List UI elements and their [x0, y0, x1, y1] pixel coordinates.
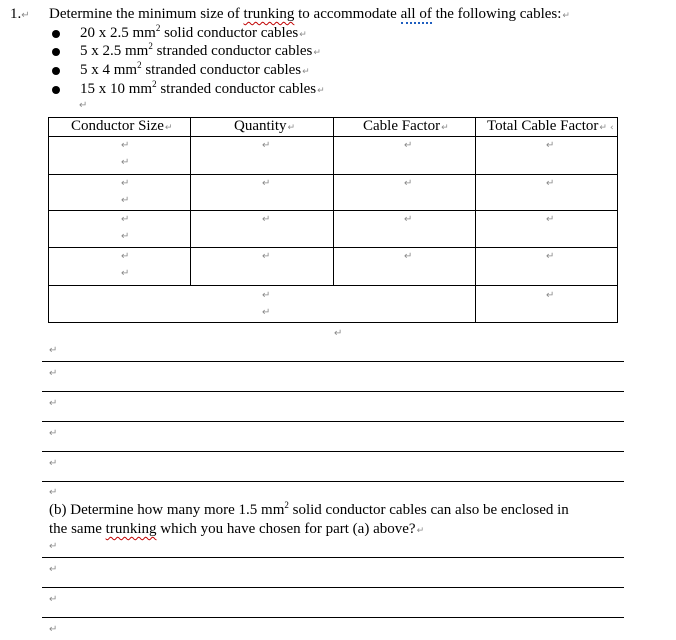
answer-line[interactable]: [42, 391, 624, 392]
paragraph-mark: ↵: [49, 624, 58, 635]
column-header-cable-factor: Cable Factor↵: [363, 118, 449, 134]
table-cell-mark: ↵: [262, 290, 271, 301]
table-cell-mark: ↵: [404, 251, 413, 262]
table-cell-mark: ↵: [121, 157, 130, 168]
table-cell-mark: ↵: [546, 251, 555, 262]
table-cell-mark: ↵: [546, 290, 555, 301]
part-b-question-continued: the same trunking which you have chosen for part (a) above?↵: [49, 521, 425, 537]
table-cell-mark: ↵: [546, 140, 555, 151]
answer-line[interactable]: [42, 481, 624, 482]
table-cell-mark: ↵: [546, 214, 555, 225]
answer-line[interactable]: [42, 587, 624, 588]
bullet-icon: [52, 86, 60, 94]
table-cell-mark: ↵: [121, 140, 130, 151]
column-header-total-cable-factor: Total Cable Factor↵ ‹: [487, 118, 614, 134]
table-cell-mark: ↵: [121, 268, 130, 279]
paragraph-mark: ↵: [49, 458, 58, 469]
table-cell-mark: ↵: [262, 251, 271, 262]
paragraph-mark: ↵: [49, 345, 58, 356]
answer-line[interactable]: [42, 421, 624, 422]
paragraph-mark: ↵: [334, 328, 343, 339]
table-cell-mark: ↵: [121, 178, 130, 189]
table-cell-mark: ↵: [404, 214, 413, 225]
table-cell-mark: ↵: [262, 307, 271, 318]
bullet-icon: [52, 30, 60, 38]
spell-check-trunking: trunking: [243, 6, 295, 22]
paragraph-mark: ↵: [49, 594, 58, 605]
bullet-icon: [52, 67, 60, 75]
paragraph-mark: ↵: [49, 368, 58, 379]
part-b-question: (b) Determine how many more 1.5 $mm^2$ solid conductor cables can also be enclosed in: [49, 500, 569, 518]
table-cell-mark: ↵: [404, 178, 413, 189]
paragraph-mark: ↵: [79, 100, 88, 111]
answer-line[interactable]: [42, 451, 624, 452]
paragraph-mark: ↵: [49, 564, 58, 575]
cable-list-item: 15 x 10 $mm^2$ stranded conductor cables↵: [80, 79, 325, 97]
answer-line[interactable]: [42, 361, 624, 362]
table-cell-mark: ↵: [121, 231, 130, 242]
question-number: 1.↵: [10, 6, 30, 22]
paragraph-mark: ↵: [49, 398, 58, 409]
cable-list-item: 5 x 4 $mm^2$ stranded conductor cables↵: [80, 60, 310, 78]
question-stem: Determine the minimum size of trunking to accommodate all of the following cables:↵: [49, 6, 570, 22]
column-header-quantity: Quantity↵: [234, 118, 296, 134]
table-cell-mark: ↵: [121, 195, 130, 206]
table-cell-mark: ↵: [546, 178, 555, 189]
paragraph-mark: ↵: [49, 428, 58, 439]
bullet-icon: [52, 48, 60, 56]
table-cell-mark: ↵: [121, 214, 130, 225]
answer-line[interactable]: [42, 617, 624, 618]
paragraph-mark: ↵: [49, 487, 58, 498]
cable-list-item: 20 x 2.5 $mm^2$ solid conductor cables↵: [80, 23, 307, 41]
table-cell-mark: ↵: [262, 214, 271, 225]
table-cell-mark: ↵: [404, 140, 413, 151]
table-cell-mark: ↵: [262, 178, 271, 189]
table-cell-mark: ↵: [262, 140, 271, 151]
grammar-check-all-of: all of: [400, 6, 432, 22]
answer-line[interactable]: [42, 557, 624, 558]
cable-list-item: 5 x 2.5 $mm^2$ stranded conductor cables↵: [80, 41, 321, 59]
paragraph-mark: ↵: [49, 541, 58, 552]
table-cell-mark: ↵: [121, 251, 130, 262]
spell-check-trunking: trunking: [105, 521, 157, 537]
column-header-conductor-size: Conductor Size↵: [71, 118, 173, 134]
